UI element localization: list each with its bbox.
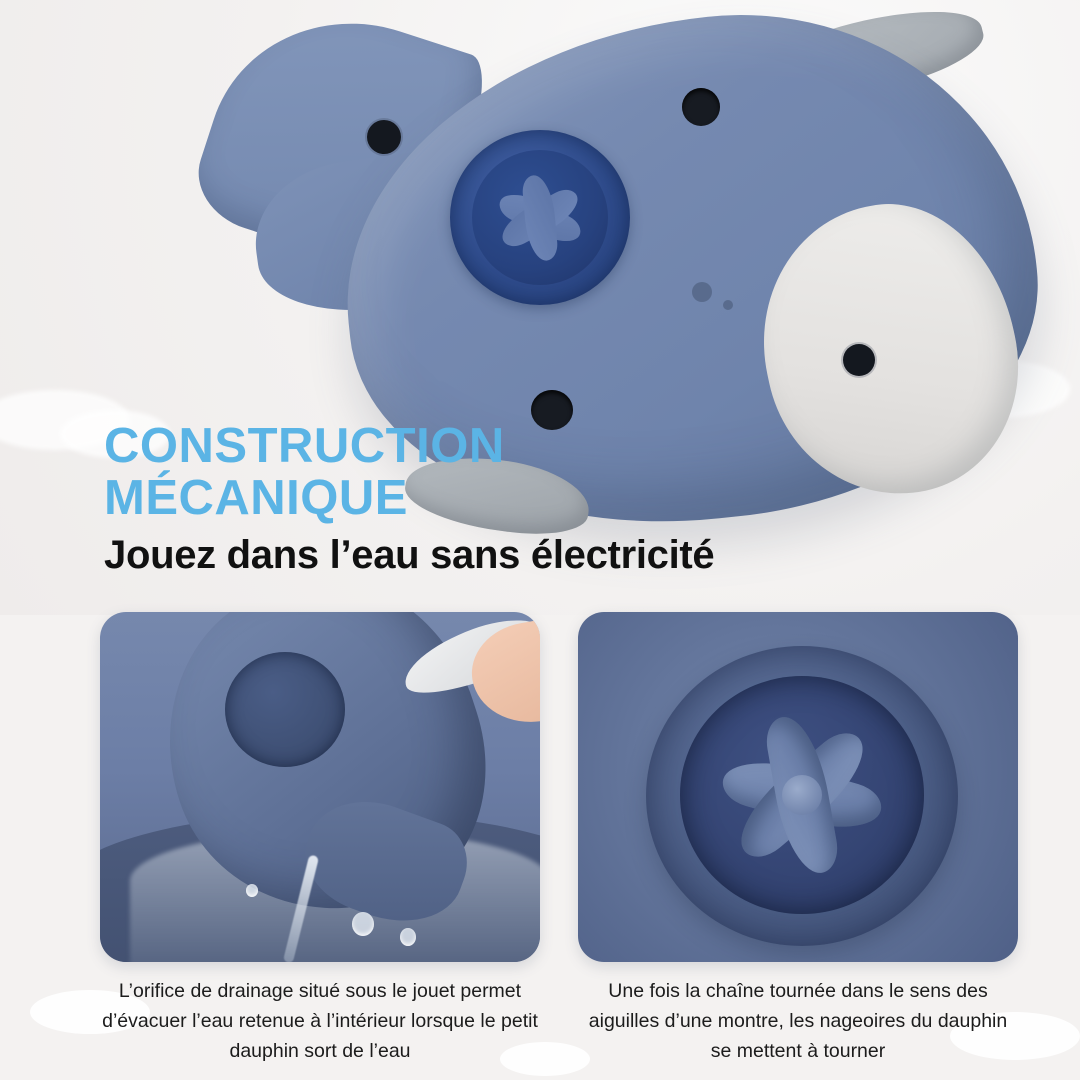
headline-accent-line1: CONSTRUCTION bbox=[104, 419, 505, 473]
toy-winder-mechanism bbox=[450, 130, 630, 305]
propeller-housing bbox=[646, 646, 958, 946]
drainage-photo bbox=[100, 612, 540, 962]
headline-accent bbox=[104, 420, 1004, 525]
toy-eye bbox=[367, 120, 401, 154]
propeller-closeup-photo bbox=[578, 612, 1018, 962]
feature-panels bbox=[0, 612, 1080, 1080]
headline-subtitle: Jouez dans l’eau sans électricité bbox=[104, 532, 715, 577]
panel-caption: Une fois la chaîne tournée dans le sens des aiguilles d’une montre, les nageoires du dauphin se mettent à tourner bbox=[588, 980, 1008, 1063]
headline-accent-line2: MÉCANIQUE bbox=[104, 471, 408, 526]
propeller-inner-ring bbox=[680, 676, 924, 914]
water-drop bbox=[352, 912, 374, 936]
toy-dimple bbox=[723, 300, 733, 310]
feature-panel-left bbox=[100, 612, 540, 1080]
panel-caption: L’orifice de drainage situé sous le jouet permet d’évacuer l’eau retenue à l’intérieur lorsque le petit dauphin sort de l’eau bbox=[102, 980, 538, 1063]
feature-panel-right bbox=[578, 612, 1018, 1080]
headline-block bbox=[104, 420, 1004, 578]
propeller-hub bbox=[782, 775, 822, 815]
toy-winder-mechanism bbox=[225, 652, 345, 767]
winder-inner-disc bbox=[472, 150, 608, 285]
water-drop bbox=[400, 928, 416, 946]
toy-dimple bbox=[692, 282, 712, 302]
toy-eye bbox=[843, 344, 875, 376]
toy-drain-hole bbox=[682, 88, 720, 126]
winder-blade bbox=[521, 173, 558, 261]
water-drop bbox=[246, 884, 258, 897]
